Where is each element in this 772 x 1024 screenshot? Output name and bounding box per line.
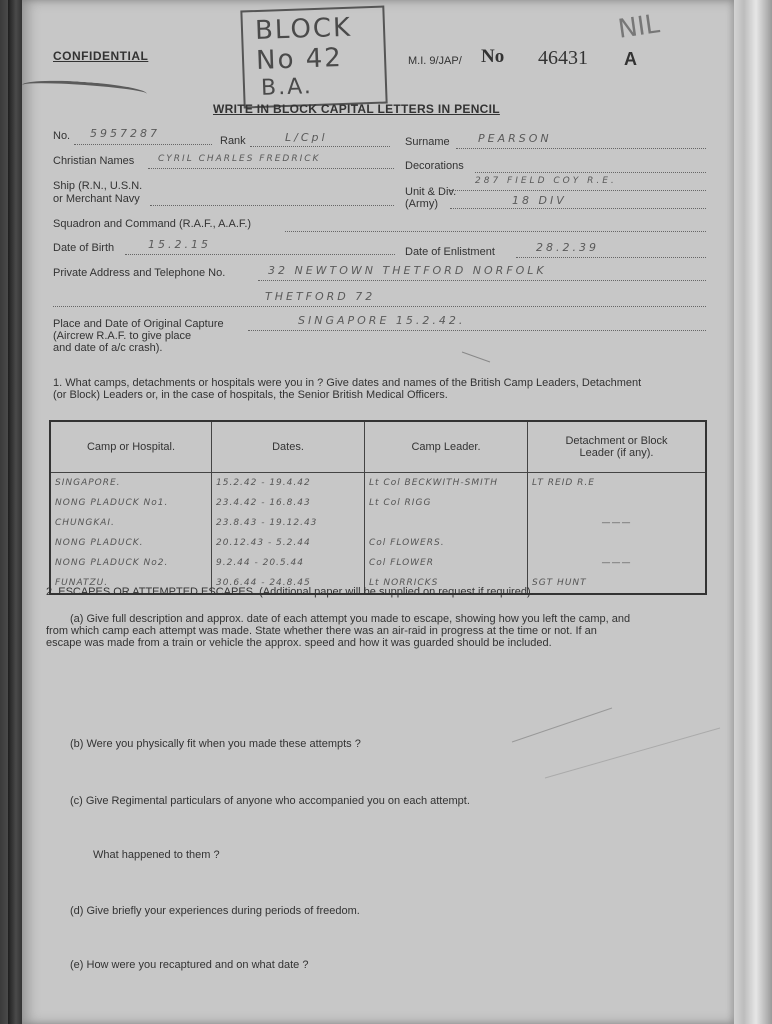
cell-leader: Col FLOWER [365,553,528,573]
question-2a-line-1: (a) Give full description and approx. date of each attempt you made to escape, showing how you left the camp, and [70,613,631,625]
cell-dates: 15.2.42 - 19.4.42 [212,473,365,494]
cell-camp: FUNATZU. [50,573,212,594]
capture-label-2: (Aircrew R.A.F. to give place [53,330,192,342]
cell-dates: 30.6.44 - 24.8.45 [212,573,365,594]
col-detachment-leader: Detachment or Block Leader (if any). [528,421,707,473]
serial-suffix: A [624,49,637,69]
cell-detachment: LT REID R.E [528,473,707,494]
capture-label-1: Place and Date of Original Capture [53,318,224,330]
cell-detachment: SGT HUNT [528,573,707,594]
cell-camp: NONG PLADUCK. [50,533,212,553]
unit-label-1: Unit & Div. [405,186,457,198]
rank-label: Rank [220,135,246,147]
stamp-line-3: B.A. [260,74,314,101]
unit-value-2: 18 DIV [512,194,567,207]
question-2d: (d) Give briefly your experiences during periods of freedom. [70,905,360,917]
col-dates: Dates. [212,421,365,473]
cell-leader: Col FLOWERS. [365,533,528,553]
instruction-heading: WRITE IN BLOCK CAPITAL LETTERS IN PENCIL [213,102,500,116]
question-2c-followup: What happened to them ? [93,849,220,861]
capture-value: SINGAPORE 15.2.42. [298,314,466,327]
dob-value: 15.2.15 [148,238,211,251]
enlistment-value: 28.2.39 [536,241,599,254]
cell-detachment: ——— [528,513,707,533]
pencil-stroke [512,708,612,742]
christian-names-label: Christian Names [53,155,135,167]
service-no-value: 5957287 [90,127,160,140]
confidential-heading: CONFIDENTIAL [53,49,149,63]
cell-dates: 9.2.44 - 20.5.44 [212,553,365,573]
col-camp: Camp or Hospital. [50,421,212,473]
squadron-label: Squadron and Command (R.A.F., A.A.F.) [53,218,252,230]
cell-camp: NONG PLADUCK No1. [50,493,212,513]
stamp-line-2: No 42 [255,43,344,77]
surname-value: PEARSON [478,132,552,145]
question-1-line-2: (or Block) Leaders or, in the case of hospitals, the Senior British Medical Officers. [53,389,448,401]
question-2c: (c) Give Regimental particulars of anyone who accompanied you on each attempt. [70,795,470,807]
ship-label-2: or Merchant Navy [53,193,140,205]
capture-label-3: and date of a/c crash). [53,342,163,354]
cell-camp: CHUNGKAI. [50,513,212,533]
question-1-line-1: 1. What camps, detachments or hospitals were you in ? Give dates and names of the British Camp Leaders, Detachment [53,377,642,389]
cell-camp: NONG PLADUCK No2. [50,553,212,573]
col-camp-leader: Camp Leader. [365,421,528,473]
stamp-line-1: BLOCK [254,12,353,47]
form-reference: M.I. 9/JAP/ [408,55,462,67]
cell-leader: Lt Col RIGG [365,493,528,513]
cell-dates: 23.4.42 - 16.8.43 [212,493,365,513]
question-2a-line-3: escape was made from a train or vehicle the approx. speed and how it was guarded should be included. [46,637,552,649]
question-2e: (e) How were you recaptured and on what date ? [70,959,309,971]
question-2b: (b) Were you physically fit when you made these attempts ? [70,738,361,750]
decorations-label: Decorations [405,160,464,172]
cell-leader: Lt Col BECKWITH-SMITH [365,473,528,494]
corner-annotation: NIL [616,9,662,45]
address-label: Private Address and Telephone No. [53,267,226,279]
question-2a-line-2: from which camp each attempt was made. State whether there was an air-raid in progress at the time or not. If an [46,625,597,637]
cell-dates: 20.12.43 - 5.2.44 [212,533,365,553]
address-value-2: THETFORD 72 [265,290,376,303]
pencil-stroke [545,728,720,778]
cell-camp: SINGAPORE. [50,473,212,494]
number-symbol: No [481,46,505,67]
rank-value: L/Cpl [285,131,328,144]
unit-label-2: (Army) [405,198,438,210]
service-no-label: No. [53,130,71,142]
ship-label-1: Ship (R.N., U.S.N. [53,180,143,192]
cell-detachment: ——— [528,553,707,573]
serial-number: 46431 [538,47,588,69]
section-2-title: 2. ESCAPES OR ATTEMPTED ESCAPES. (Additional paper will be supplied on request if required). [46,586,534,598]
pencil-stroke [462,352,490,362]
unit-value-1: 287 FIELD COY R.E. [475,176,617,186]
enlistment-label: Date of Enlistment [405,246,495,258]
surname-label: Surname [405,136,450,148]
cell-leader: Lt NORRICKS [365,573,528,594]
address-value-1: 32 NEWTOWN THETFORD NORFOLK [268,264,547,277]
christian-names-value: CYRIL CHARLES FREDRICK [158,154,321,164]
cell-dates: 23.8.43 - 19.12.43 [212,513,365,533]
dob-label: Date of Birth [53,242,115,254]
